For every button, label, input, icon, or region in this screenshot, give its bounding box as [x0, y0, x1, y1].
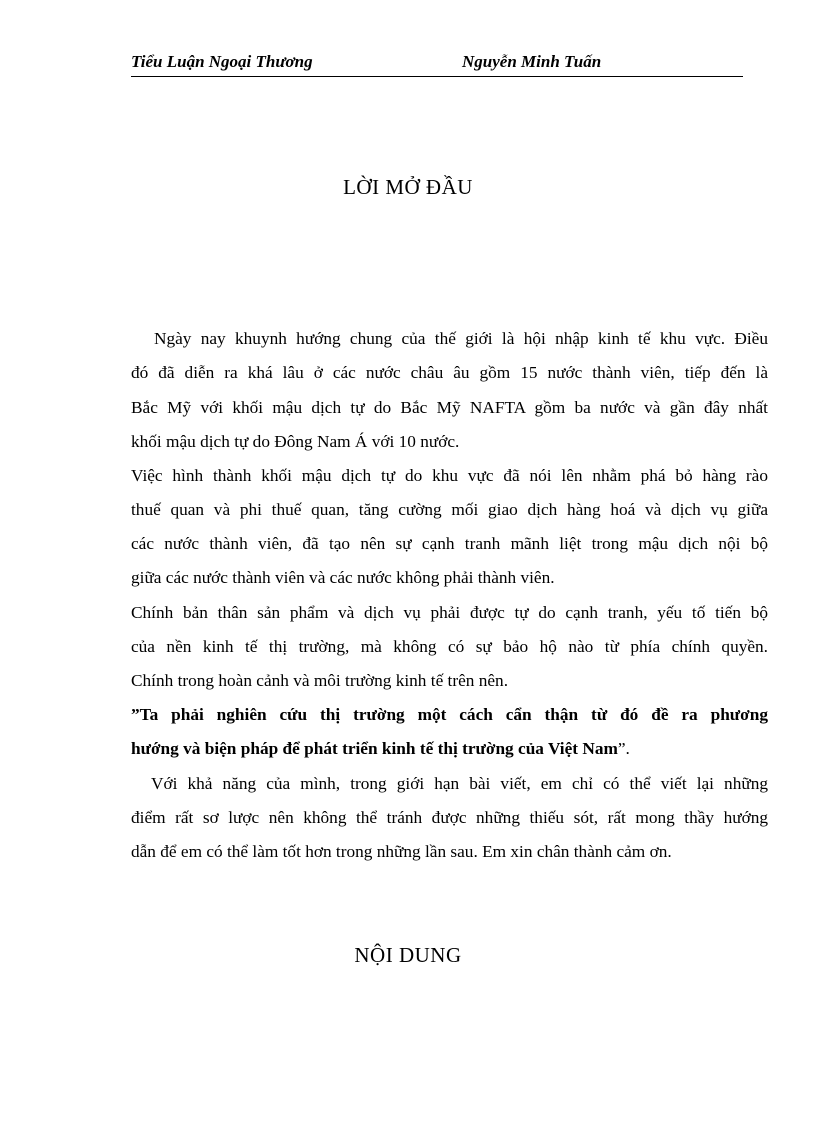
text-line: Chính trong hoàn cảnh và môi trường kinh tế trên nên.	[131, 671, 509, 690]
text-line: Bắc Mỹ với khối mậu dịch tự do Bắc Mỹ NAFTA gồm ba nước và gần đây nhất	[131, 398, 768, 417]
section-title-intro: LỜI MỞ ĐẦU	[343, 175, 473, 199]
quote-close: ”.	[617, 739, 630, 758]
text-line-mixed	[131, 738, 768, 760]
bold-span: hướng và biện pháp để phát triển kinh tế thị trường của Việt Nam	[131, 739, 618, 758]
text-line: Với khả năng của mình, trong giới hạn bài viết, em chỉ có thể viết lại những	[151, 774, 768, 793]
section-title-content: NỘI DUNG	[354, 943, 462, 967]
text-line: điểm rất sơ lược nên không thể tránh được những thiếu sót, rất mong thầy hướng	[131, 808, 768, 827]
text-line: các nước thành viên, đã tạo nên sự cạnh tranh mãnh liệt trong mậu dịch nội bộ	[131, 534, 768, 553]
text-line: thuế quan và phi thuế quan, tăng cường mối giao dịch hàng hoá và dịch vụ giữa	[131, 500, 768, 519]
text-line: của nền kinh tế thị trường, mà không có sự bảo hộ nào từ phía chính quyền.	[131, 637, 768, 656]
text-line: dẫn để em có thể làm tốt hơn trong những lần sau. Em xin chân thành cảm ơn.	[131, 842, 672, 861]
text-line: khối mậu dịch tự do Đông Nam Á với 10 nước.	[131, 432, 460, 451]
text-line: Việc hình thành khối mậu dịch tự do khu vực đã nói lên nhằm phá bỏ hàng rào	[131, 466, 768, 485]
page-header	[131, 52, 743, 77]
text-line: Chính bản thân sản phẩm và dịch vụ phải được tự do cạnh tranh, yếu tố tiến bộ	[131, 603, 768, 622]
header-author-name: Nguyễn Minh Tuấn	[462, 52, 602, 71]
header-course-title: Tiểu Luận Ngoại Thương	[131, 52, 313, 71]
text-line-bold: ”Ta phải nghiên cứu thị trường một cách cẩn thận từ đó đề ra phương	[131, 705, 768, 724]
text-line: Ngày nay khuynh hướng chung của thế giới là hội nhập kinh tế khu vực. Điều	[154, 329, 768, 348]
text-line: đó đã diễn ra khá lâu ở các nước châu âu gồm 15 nước thành viên, tiếp đến là	[131, 363, 768, 382]
text-line: giữa các nước thành viên và các nước không phải thành viên.	[131, 568, 555, 587]
